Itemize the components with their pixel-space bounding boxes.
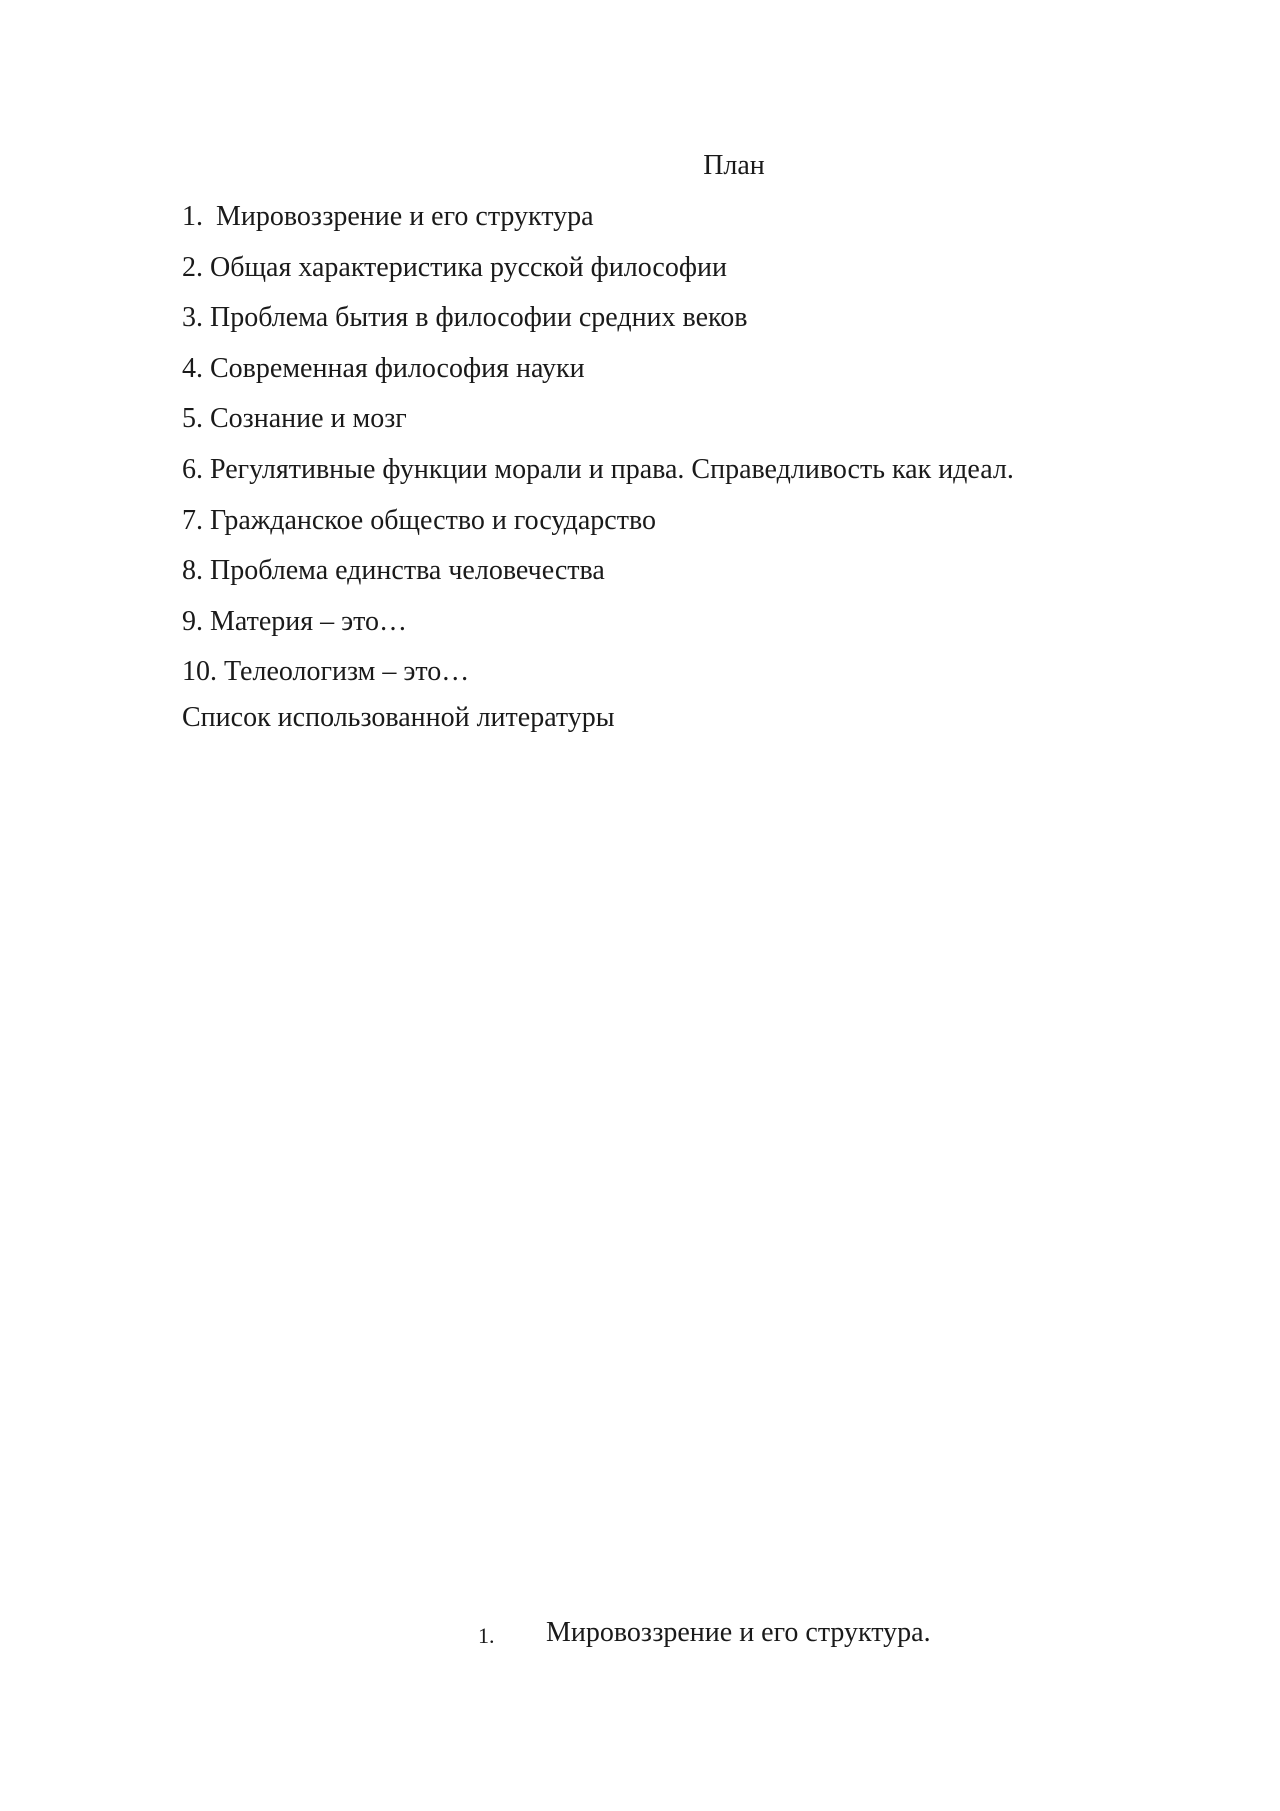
item-number: 7. bbox=[182, 504, 210, 536]
literature-list-heading: Список использованной литературы bbox=[182, 702, 615, 733]
item-text: Проблема бытия в философии средних веков bbox=[210, 302, 748, 334]
item-text: Мировоззрение и его структура bbox=[216, 201, 594, 232]
list-item bbox=[182, 300, 1014, 351]
list-item bbox=[182, 604, 1014, 655]
list-item bbox=[182, 553, 1014, 604]
item-text: Общая характеристика русской философии bbox=[210, 251, 727, 283]
item-number: 6. bbox=[182, 453, 210, 485]
list-item bbox=[182, 199, 1014, 250]
item-number: 8. bbox=[182, 555, 210, 587]
item-text: Телеологизм – это… bbox=[224, 656, 470, 688]
item-number: 2. bbox=[182, 251, 210, 283]
item-text: Сознание и мозг bbox=[210, 403, 407, 435]
list-item bbox=[182, 503, 1014, 554]
item-text: Регулятивные функции морали и права. Справедливость как идеал. bbox=[210, 453, 1014, 485]
plan-title: План bbox=[703, 150, 765, 181]
section-title: Мировоззрение и его структура. bbox=[546, 1617, 931, 1648]
item-text: Гражданское общество и государство bbox=[210, 504, 656, 536]
list-item bbox=[182, 250, 1014, 301]
section-number: 1. bbox=[478, 1623, 495, 1648]
item-number: 10. bbox=[182, 656, 224, 688]
list-item bbox=[182, 452, 1014, 503]
item-text: Материя – это… bbox=[210, 605, 408, 637]
plan-list bbox=[182, 199, 1014, 705]
item-number: 3. bbox=[182, 302, 210, 334]
item-number: 5. bbox=[182, 403, 210, 435]
list-item bbox=[182, 401, 1014, 452]
list-item bbox=[182, 654, 1014, 705]
item-number: 4. bbox=[182, 352, 210, 384]
item-text: Проблема единства человечества bbox=[210, 555, 605, 587]
item-number: 1. bbox=[182, 201, 210, 232]
item-text: Современная философия науки bbox=[210, 352, 585, 384]
list-item bbox=[182, 351, 1014, 402]
item-number: 9. bbox=[182, 605, 210, 637]
